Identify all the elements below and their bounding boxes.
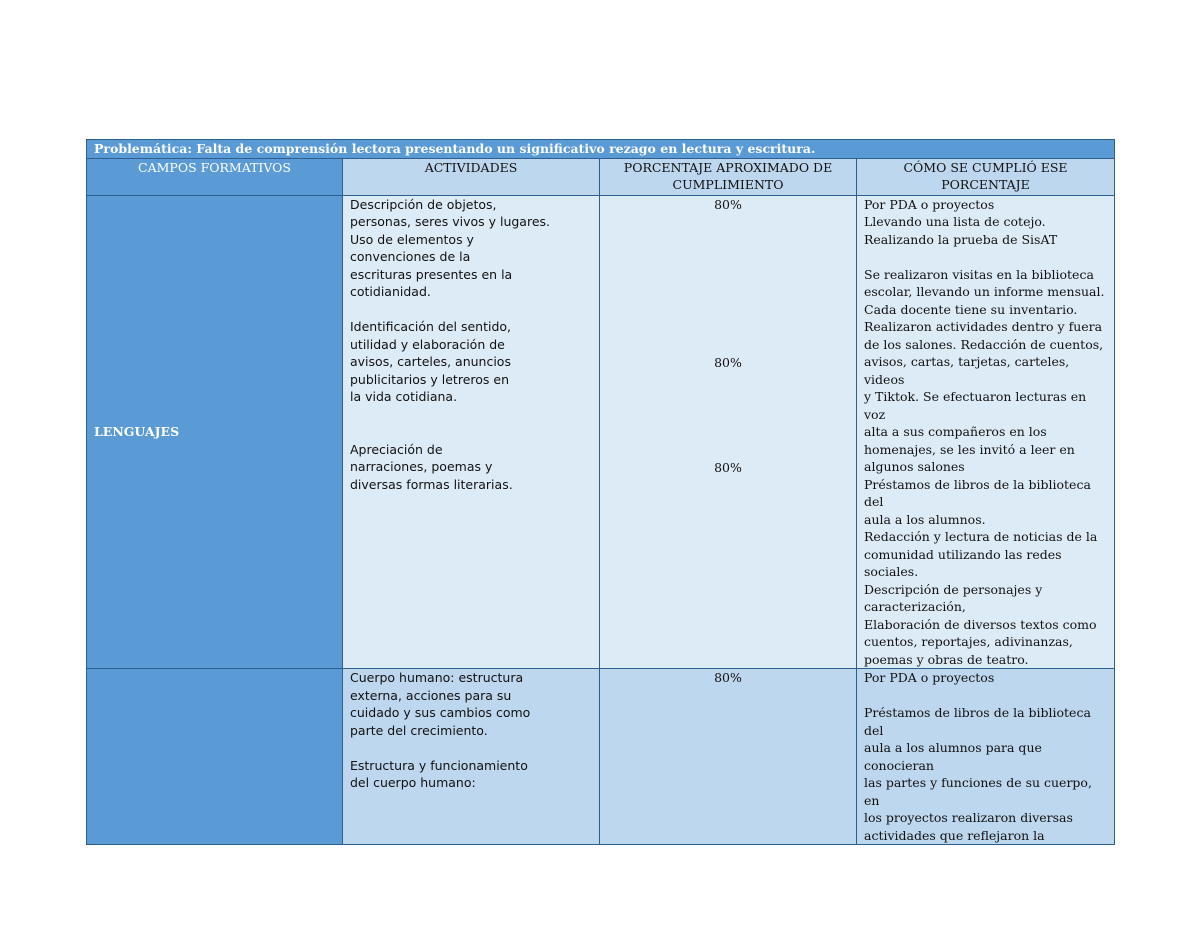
porcentaje-value: 80% xyxy=(714,196,742,212)
planning-table xyxy=(86,139,1115,845)
title-row xyxy=(87,140,1115,159)
header-como: CÓMO SE CUMPLIÓ ESE PORCENTAJE xyxy=(857,158,1115,195)
actividades-cell: Descripción de objetos, personas, seres vivos y lugares. Uso de elementos y convenciones de la escrituras presentes en la cotidianidad. Identificación del sentido, utilidad y elaboración de avisos, carteles, anuncios publicitarios y letreros en la vida cotidiana. Apreciación de narraciones, poemas y diversas formas literarias. xyxy=(343,195,600,669)
header-row xyxy=(87,158,1115,195)
actividades-cell: Cuerpo humano: estructura externa, acciones para su cuidado y sus cambios como parte del crecimiento. Estructura y funcionamiento del cuerpo humano: xyxy=(343,669,600,845)
porcentaje-value: 80% xyxy=(714,670,742,685)
header-porcentaje: PORCENTAJE APROXIMADO DE CUMPLIMIENTO xyxy=(600,158,857,195)
header-actividades: ACTIVIDADES xyxy=(343,158,600,195)
porcentaje-cell xyxy=(600,669,857,845)
campo-cell: LENGUAJES xyxy=(87,195,343,669)
header-campos: CAMPOS FORMATIVOS xyxy=(87,158,343,195)
porcentaje-cell xyxy=(600,195,857,669)
porcentaje-value: 80% xyxy=(714,354,742,370)
table-row xyxy=(87,195,1115,669)
campo-cell xyxy=(87,669,343,845)
como-cell: Por PDA o proyectos Llevando una lista de cotejo. Realizando la prueba de SisAT Se realizaron visitas en la biblioteca escolar, llevando un informe mensual. Cada docente tiene su inventario. Realizaron actividades dentro y fuera de los salones. Redacción de cuentos, avisos, cartas, tarjetas, carteles, videos y Tiktok. Se efectuaron lecturas en voz alta a sus compañeros en los homenajes, se les invitó a leer en algunos salones Préstamos de libros de la biblioteca del aula a los alumnos. Redacción y lectura de noticias de la comunidad utilizando las redes sociales. Descripción de personajes y caracterización, Elaboración de diversos textos como cuentos, reportajes, adivinanzas, poemas y obras de teatro. xyxy=(857,195,1115,669)
porcentaje-value: 80% xyxy=(714,459,742,475)
como-cell: Por PDA o proyectos Préstamos de libros de la biblioteca del aula a los alumnos para que conocieran las partes y funciones de su cuerpo, en los proyectos realizaron diversas actividades que reflejaron la xyxy=(857,669,1115,845)
table-row xyxy=(87,669,1115,845)
problem-title: Problemática: Falta de comprensión lectora presentando un significativo rezago en lectura y escritura. xyxy=(87,140,1115,159)
